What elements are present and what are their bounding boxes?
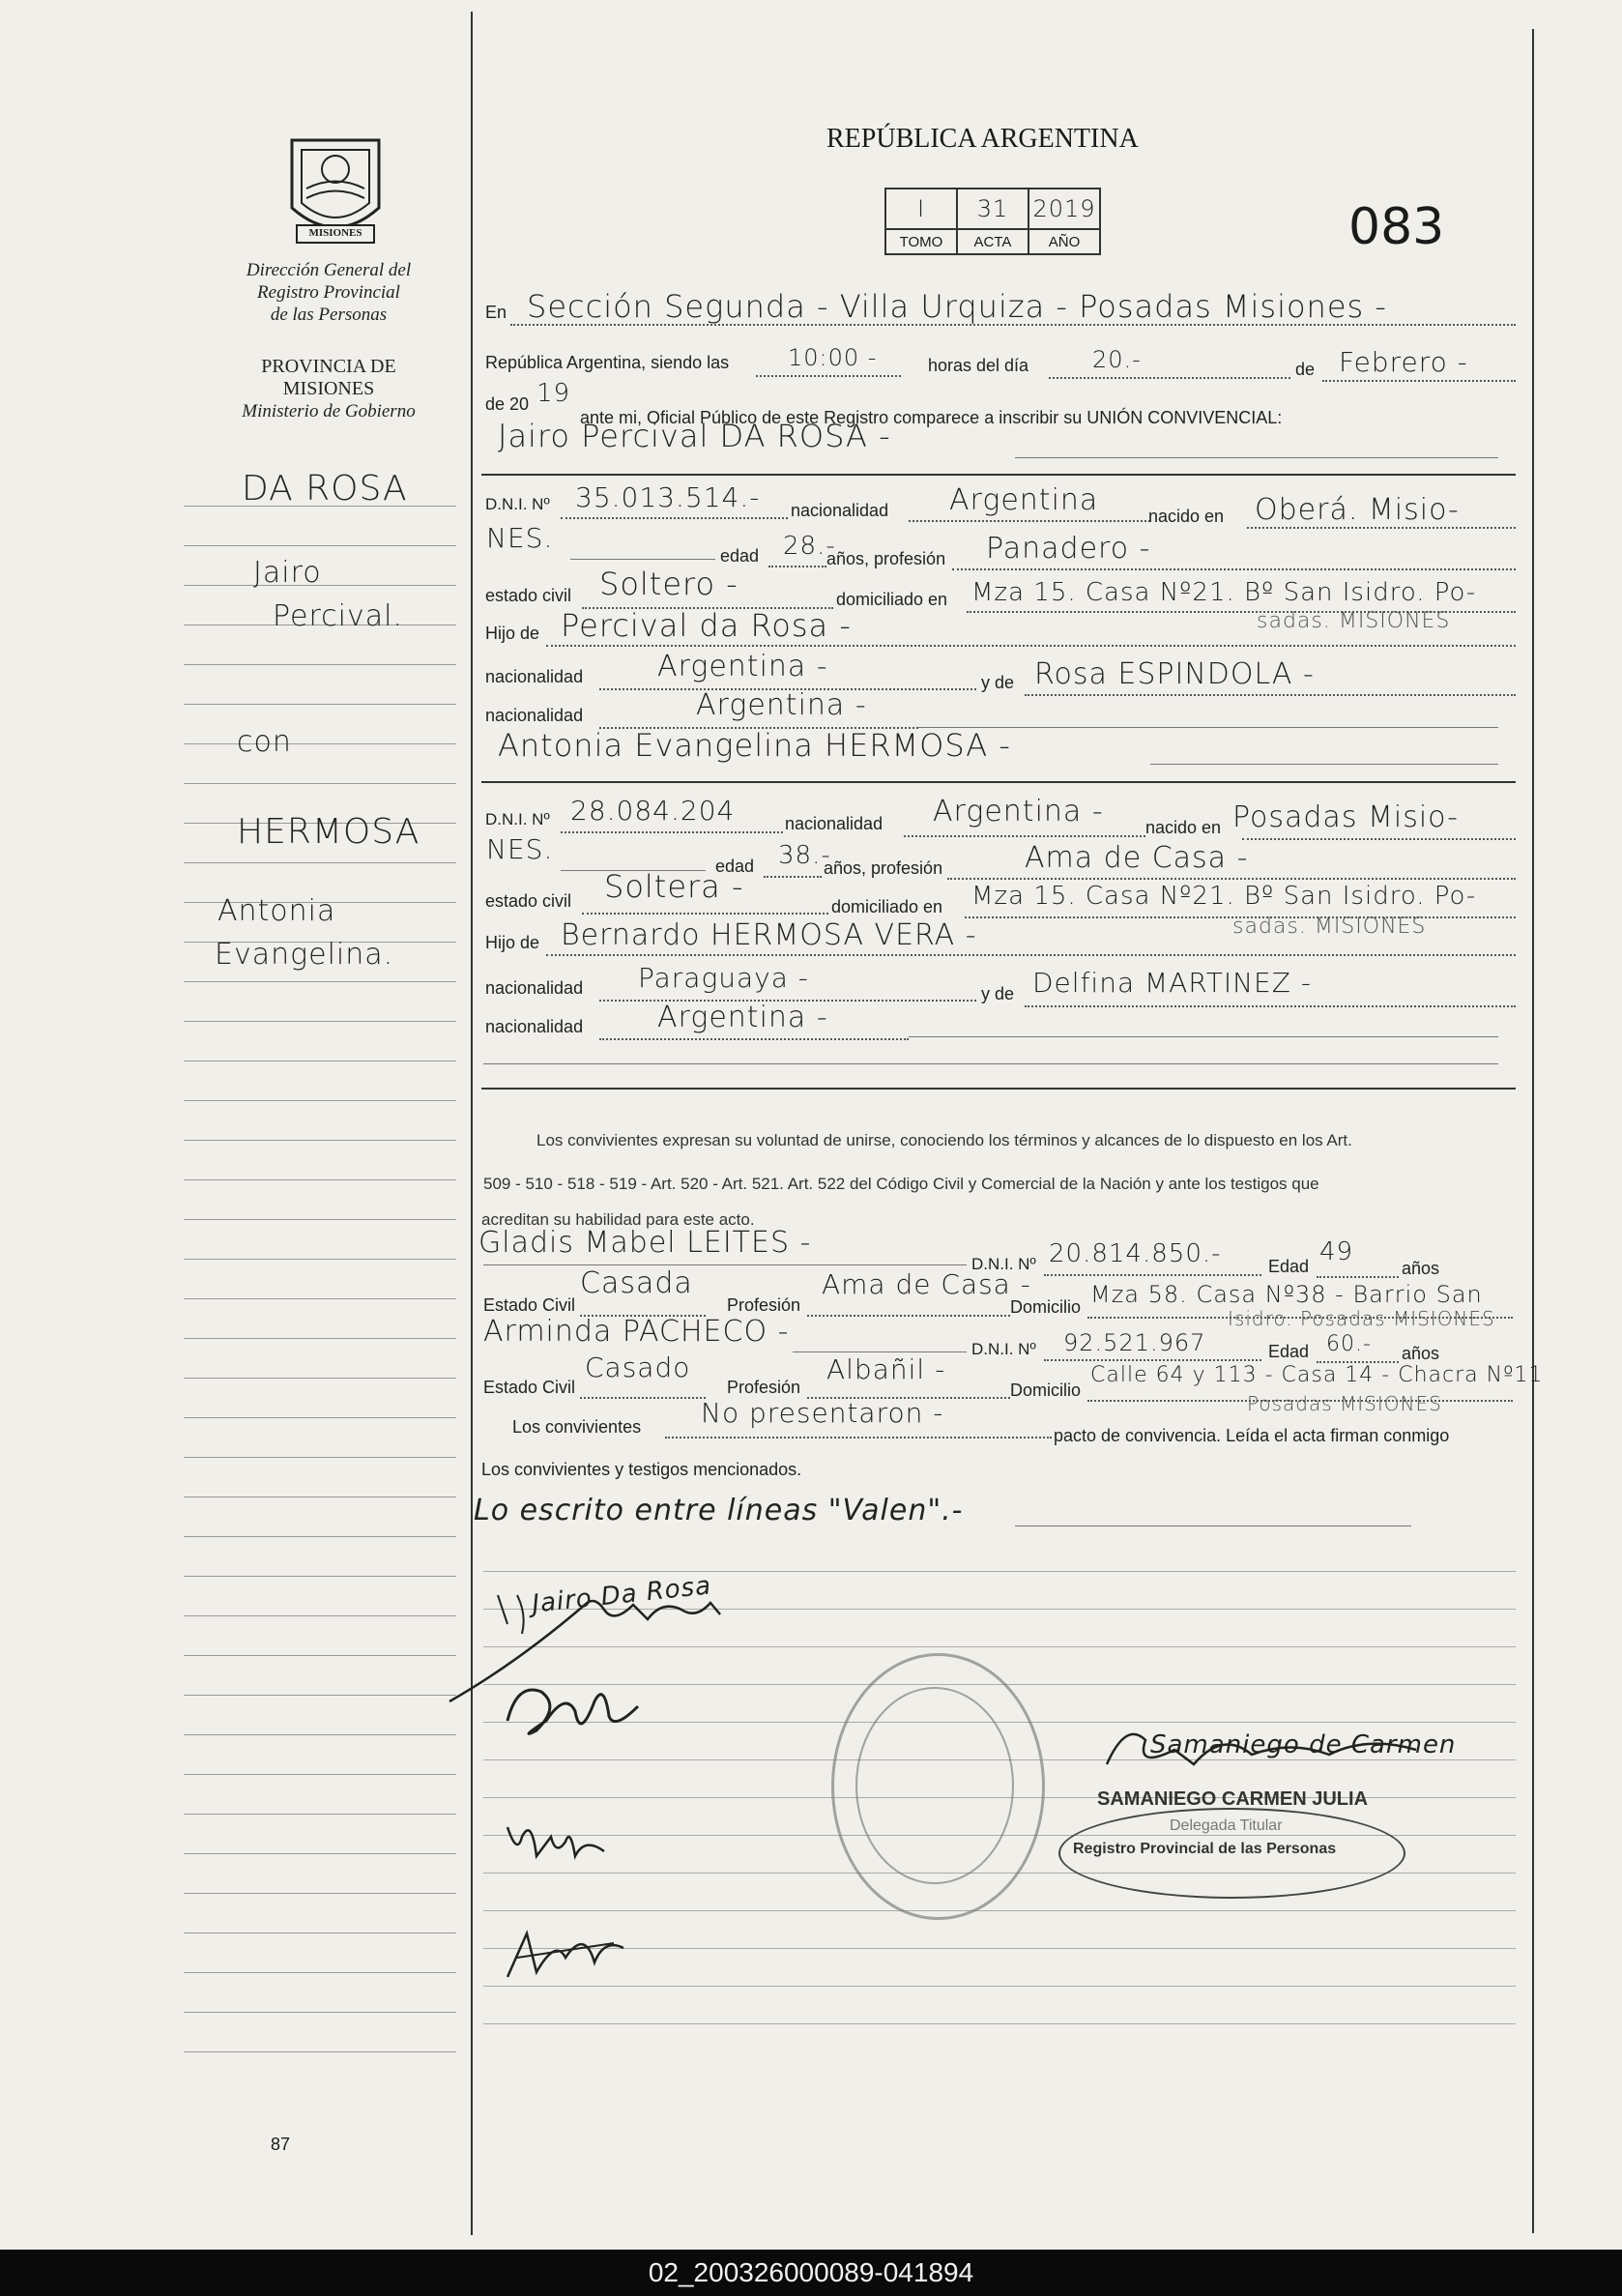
en-label: En [485, 303, 507, 322]
sig1-text: Jairo Da Rosa [530, 1571, 713, 1619]
anio-label: AÑO [1029, 228, 1099, 253]
sidebar-ruled-line [184, 1417, 456, 1418]
sidebar-ruled-line [184, 1378, 456, 1379]
w2-civil-label: Estado Civil [483, 1378, 576, 1397]
p1-civil-label: estado civil [485, 586, 572, 605]
w2-anos-label: años [1402, 1344, 1440, 1363]
w2-dom-label: Domicilio [1010, 1381, 1082, 1400]
p1-mother-nac-label: nacionalidad [485, 706, 584, 725]
tomo-label: TOMO [886, 228, 956, 253]
w1-profession: Ama de Casa - [822, 1268, 1031, 1300]
p1-address-cont: sadas. MISIONES [1257, 609, 1451, 633]
w2-age: 60.- [1326, 1332, 1372, 1356]
margin-line-right [1532, 29, 1534, 2233]
official-signature [1097, 1711, 1457, 1779]
w2-name: Arminda PACHECO - [483, 1315, 790, 1349]
day-value: 20.- [1092, 346, 1142, 373]
p1-born-in: Oberá. Misio- [1255, 493, 1460, 527]
sidebar-ruled-line [184, 981, 456, 982]
sidebar-ruled-line [184, 1576, 456, 1577]
w2-address-cont: Posadas MISIONES [1247, 1392, 1442, 1415]
sidebar-ruled-line [184, 1695, 456, 1696]
p2-profession: Ama de Casa - [1025, 841, 1249, 875]
closing-note: Lo escrito entre líneas "Valen".- [474, 1494, 964, 1527]
province-line-2: MISIONES [282, 378, 375, 399]
org-line-1: Dirección General del [246, 260, 412, 280]
pact-text: pacto de convivencia. Leída el acta firman conmigo [1054, 1426, 1450, 1445]
sidebar-ruled-line [184, 1259, 456, 1260]
p1-mother: Rosa ESPINDOLA - [1034, 657, 1315, 691]
sidebar-ruled-line [184, 2051, 456, 2052]
w2-profession: Albañil - [826, 1353, 946, 1385]
provincial-seal [282, 131, 389, 251]
w1-anos-label: años [1402, 1259, 1440, 1278]
p2-address: Mza 15. Casa Nº21. Bº San Isidro. Po- [971, 882, 1477, 911]
p1-born-label: nacido en [1148, 507, 1225, 526]
org-name [193, 259, 464, 326]
p2-dni: 28.084.204 [570, 795, 736, 827]
acta-number: 083 [1348, 198, 1445, 256]
official-round-stamp-inner [855, 1687, 1014, 1884]
p2-father: Bernardo HERMOSA VERA - [561, 918, 977, 952]
p1-dni: 35.013.514.- [575, 481, 761, 513]
w2-edad-label: Edad [1268, 1342, 1310, 1361]
p2-prof-label: años, profesión [824, 858, 943, 878]
p2-born-label: nacido en [1145, 818, 1222, 837]
sidebar-ruled-line [184, 545, 456, 546]
p2-born-in-cont: NES. [486, 833, 554, 865]
p1-address: Mza 15. Casa Nº21. Bº San Isidro. Po- [971, 578, 1477, 607]
hours-label: horas del día [928, 356, 1029, 375]
sidebar-ruled-line [184, 1338, 456, 1339]
sidebar-name2-surname: HERMOSA [237, 812, 420, 852]
w1-dni: 20.814.850.- [1049, 1239, 1222, 1268]
p2-nationality: Argentina - [933, 795, 1104, 828]
p1-profession: Panadero - [986, 532, 1151, 566]
official-name: SAMANIEGO CARMEN JULIA [1097, 1788, 1369, 1810]
p2-civil: Soltera - [604, 868, 744, 905]
p1-father-nat: Argentina - [657, 650, 828, 683]
sidebar-ruled-line [184, 1536, 456, 1537]
p1-dni-label: D.N.I. Nº [485, 495, 550, 513]
w1-age: 49 [1319, 1237, 1354, 1266]
signature-witness-1 [498, 1808, 614, 1875]
w2-civil: Casado [585, 1351, 691, 1383]
org-line-2: Registro Provincial [257, 282, 400, 303]
p2-mother-nat: Argentina - [657, 1001, 828, 1034]
p1-born-in-cont: NES. [486, 522, 554, 554]
ministry: Ministerio de Gobierno [242, 401, 416, 421]
sidebar-ruled-line [184, 1893, 456, 1894]
time-value: 10:00 - [788, 344, 878, 371]
declaration-line-2: 509 - 510 - 518 - 519 - Art. 520 - Art. 521. Art. 522 del Código Civil y Comercial de la Nación y ante los testigos que [483, 1175, 1319, 1193]
p1-yde-label: y de [981, 673, 1015, 692]
p1-father: Percival da Rosa - [561, 607, 852, 644]
w1-name: Gladis Mabel LEITES - [478, 1226, 812, 1260]
sidebar-ruled-line [184, 743, 456, 744]
tomo-value: I [916, 195, 926, 222]
final-text: Los convivientes y testigos mencionados. [481, 1460, 802, 1479]
p2-name: Antonia Evangelina HERMOSA - [498, 727, 1011, 764]
declaration-line-1: Los convivientes expresan su voluntad de unirse, conociendo los términos y alcances de lo dispuesto en los Art. [536, 1131, 1352, 1149]
p2-age: 38.- [778, 841, 831, 870]
official-sig-text: Samaniego de Carmen [1150, 1730, 1457, 1759]
anio-value: 2019 [1032, 195, 1096, 222]
p1-mother-nat: Argentina - [696, 688, 867, 722]
p1-hijo-label: Hijo de [485, 624, 540, 643]
sidebar-ruled-line [184, 1219, 456, 1220]
p2-father-nac-label: nacionalidad [485, 978, 584, 998]
p2-address-cont: sadas. MISIONES [1232, 915, 1427, 939]
signature-witness-2 [498, 1919, 643, 1996]
p2-born-in: Posadas Misio- [1232, 800, 1459, 834]
p2-mother: Delfina MARTINEZ - [1032, 967, 1312, 999]
sidebar-ruled-line [184, 704, 456, 705]
p1-edad-label: edad [720, 546, 760, 566]
document-code-bar [0, 2250, 1622, 2296]
sidebar-ruled-line [184, 1179, 456, 1180]
sidebar-ruled-line [184, 1140, 456, 1141]
p2-hijo-label: Hijo de [485, 933, 540, 952]
w2-dni-label: D.N.I. Nº [971, 1340, 1036, 1358]
sidebar-ruled-line [184, 1972, 456, 1973]
sidebar-ruled-line [184, 1615, 456, 1616]
oficial-text: ante mi, Oficial Público de este Registro comparece a inscribir su UNIÓN CONVIVENCIAL: [580, 408, 1283, 427]
sidebar-ruled-line [184, 783, 456, 784]
sidebar-ruled-line [184, 1734, 456, 1735]
p1-dom-label: domiciliado en [836, 590, 948, 609]
seal-label: MISIONES [308, 227, 362, 239]
w2-address: Calle 64 y 113 - Casa 14 - Chacra Nº11 [1090, 1363, 1544, 1387]
year-suffix: 19 [536, 379, 571, 408]
sidebar-name2-second: Evangelina. [215, 938, 394, 972]
p1-father-nac-label: nacionalidad [485, 667, 584, 686]
p2-dni-label: D.N.I. Nº [485, 810, 550, 828]
sidebar-ruled-line [184, 1457, 456, 1458]
acta-reference-box [884, 188, 1101, 255]
province-line-1: PROVINCIA DE [261, 356, 396, 377]
country-title: REPÚBLICA ARGENTINA [826, 124, 1139, 154]
acta-value: 31 [976, 195, 1009, 222]
w2-prof-label: Profesión [727, 1378, 801, 1397]
org-line-3: de las Personas [270, 305, 388, 325]
p1-civil: Soltero - [599, 566, 739, 602]
month-value: Febrero - [1339, 346, 1468, 378]
p1-age: 28.- [783, 532, 836, 561]
p2-edad-label: edad [715, 857, 755, 876]
republic-label: República Argentina, siendo las [485, 353, 730, 372]
w1-edad-label: Edad [1268, 1257, 1310, 1276]
sidebar-name1-second: Percival. [273, 599, 403, 633]
w1-address: Mza 58. Casa Nº38 - Barrio San [1090, 1281, 1483, 1308]
official-org: Registro Provincial de las Personas [1073, 1841, 1337, 1857]
sidebar-ruled-line [184, 1100, 456, 1101]
sidebar-ruled-line [184, 1298, 456, 1299]
p1-name: Jairo Percival DA ROSA - [498, 418, 891, 454]
p1-prof-label: años, profesión [826, 549, 946, 568]
sidebar-ruled-line [184, 1774, 456, 1775]
signature-convivient-2 [498, 1663, 652, 1750]
location-value: Sección Segunda - Villa Urquiza - Posadas Misiones - [527, 288, 1387, 325]
sidebar-ruled-line [184, 2012, 456, 2013]
page-number: 87 [271, 2135, 291, 2154]
sidebar-name1-first: Jairo [253, 556, 322, 590]
declaration-line-3: acreditan su habilidad para este acto. [481, 1210, 755, 1229]
sidebar-ruled-line [184, 1814, 456, 1815]
de-label: de [1295, 360, 1316, 379]
sidebar-ruled-line [184, 664, 456, 665]
sidebar-ruled-line [184, 1021, 456, 1022]
w1-prof-label: Profesión [727, 1295, 801, 1315]
p1-nac-label: nacionalidad [791, 501, 889, 520]
sidebar-name1-surname: DA ROSA [242, 469, 408, 509]
p2-civil-label: estado civil [485, 891, 572, 911]
w1-civil: Casada [580, 1266, 693, 1300]
province-name [193, 356, 464, 422]
pact-value: No presentaron - [701, 1397, 944, 1429]
year-prefix: de 20 [485, 394, 530, 414]
w1-address-cont: Isidro. Posadas MISIONES [1228, 1307, 1495, 1330]
official-title: Delegada Titular [1170, 1817, 1283, 1834]
p2-yde-label: y de [981, 984, 1015, 1003]
w2-dni: 92.521.967 [1063, 1329, 1206, 1356]
p2-father-nat: Paraguaya - [638, 962, 809, 994]
signature-ruled-line [483, 2023, 1516, 2024]
acta-label: ACTA [958, 228, 1028, 253]
p2-mother-nac-label: nacionalidad [485, 1017, 584, 1036]
margin-line-left [471, 12, 473, 2235]
signature-ruled-line [483, 1910, 1516, 1911]
sidebar-connector: con [237, 725, 292, 759]
sidebar-ruled-line [184, 862, 456, 863]
w1-dni-label: D.N.I. Nº [971, 1255, 1036, 1273]
sidebar-name2-first: Antonia [217, 894, 336, 928]
w1-dom-label: Domicilio [1010, 1297, 1082, 1317]
document-code: 02_200326000089-041894 [648, 2257, 974, 2287]
p2-dom-label: domiciliado en [831, 897, 943, 916]
w1-civil-label: Estado Civil [483, 1295, 576, 1315]
sidebar-ruled-line [184, 1853, 456, 1854]
sidebar-ruled-line [184, 1655, 456, 1656]
p1-nationality: Argentina [949, 483, 1099, 517]
p2-nac-label: nacionalidad [785, 814, 883, 833]
conv-label: Los convivientes [512, 1417, 642, 1437]
